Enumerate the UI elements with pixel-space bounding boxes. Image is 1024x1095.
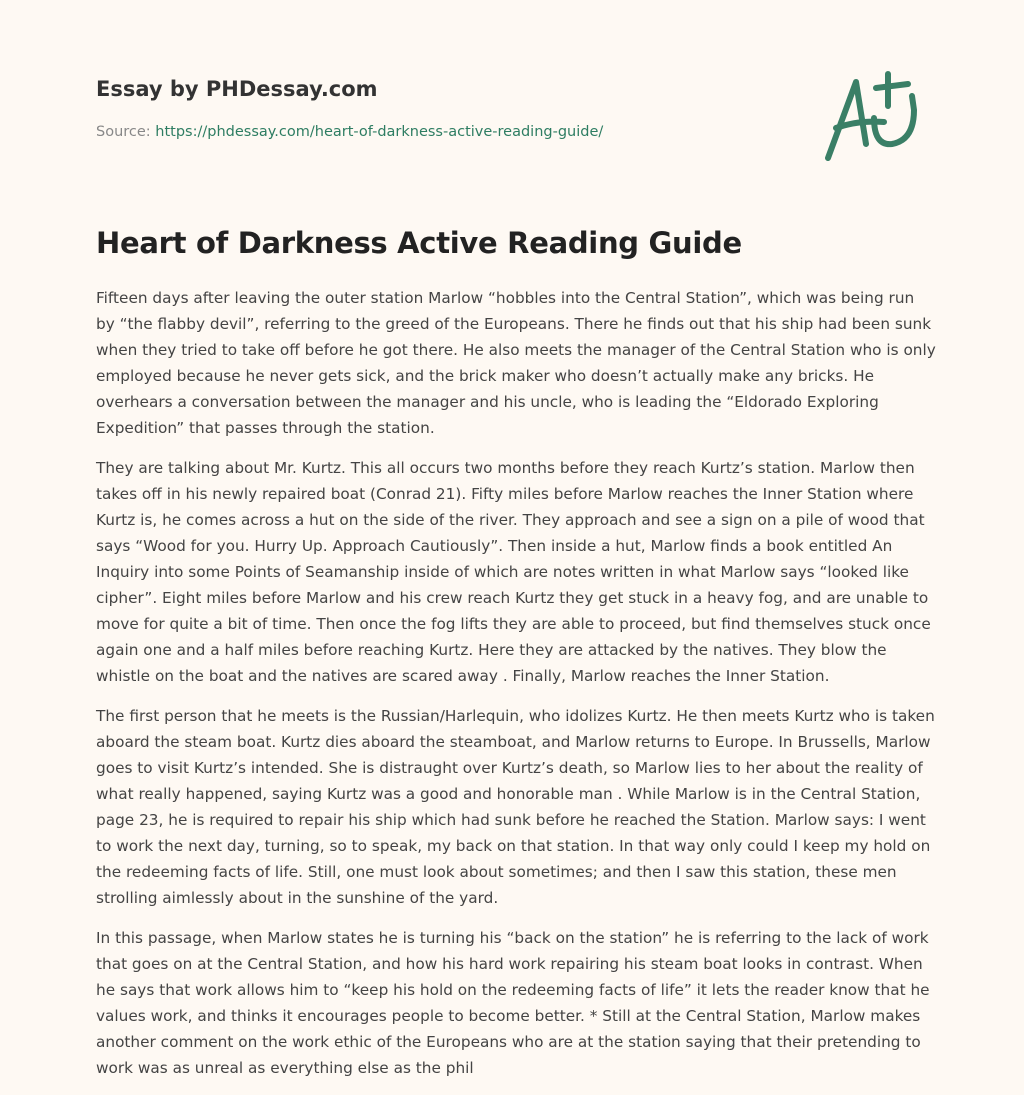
site-brand: Essay by PHDessay.com (96, 77, 378, 101)
source-label: Source: (96, 124, 151, 140)
paragraph: In this passage, when Marlow states he is turning his “back on the station” he is referring to the lack of work that goes on at the Central Station, and how his hard work repairing his steam boat looks in contrast. When he says that work allows him to “keep his hold on the redeeming facts of life” it lets the reader know that he values work, and thinks it encourages people to become better. * Still at the Central Station, Marlow makes another comment on the work ethic of the Europeans who are at the station saying that their pretending to work was as unreal as everything else as the phil (96, 929, 930, 1077)
paragraph: The first person that he meets is the Russian/Harlequin, who idolizes Kurtz. He then meets Kurtz who is taken aboard the steam boat. Kurtz dies aboard the steamboat, and Marlow returns to Europe. In Brussells, Marlow goes to visit Kurtz’s intended. She is distraught over Kurtz’s death, so Marlow lies to her about the reality of what really happened, saying Kurtz was a good and honorable man . While Marlow is in the Central Station, page 23, he is required to repair his ship which had sunk before he reached the Station. Marlow says: I went to work the next day, turning, so to speak, my back on that station. In that way only could I keep my hold on the redeeming facts of life. Still, one must look about sometimes; and then I saw this station, these men strolling aimlessly about in the sunshine of the yard. (96, 707, 935, 907)
page-title: Heart of Darkness Active Reading Guide (96, 226, 742, 260)
paragraph: They are talking about Mr. Kurtz. This all occurs two months before they reach Kurtz’s station. Marlow then takes off in his newly repaired boat (Conrad 21). Fifty miles before Marlow reaches the Inner Station where Kurtz is, he comes across a hut on the side of the river. They approach and see a sign on a pile of wood that says “Wood for you. Hurry Up. Approach Cautiously”. Then inside a hut, Marlow finds a book entitled An Inquiry into some Points of Seamanship inside of which are notes written in what Marlow says “looked like cipher”. Eight miles before Marlow and his crew reach Kurtz they get stuck in a heavy fog, and are unable to move for quite a bit of time. Then once the fog lifts they are able to proceed, but find themselves stuck once again one and a half miles before reaching Kurtz. Here they are attacked by the natives. They blow the whistle on the boat and the natives are scared away . Finally, Marlow reaches the Inner Station. (96, 459, 931, 685)
source-line (96, 124, 603, 140)
source-link[interactable]: https://phdessay.com/heart-of-darkness-active-reading-guide/ (155, 124, 604, 140)
a-plus-logo-icon (818, 66, 928, 166)
paragraph: Fifteen days after leaving the outer station Marlow “hobbles into the Central Station”, which was being run by “the flabby devil”, referring to the greed of the Europeans. There he finds out that his ship had been sunk when they tried to take off before he got there. He also meets the manager of the Central Station who is only employed because he never gets sick, and the brick maker who doesn’t actually make any bricks. He overhears a conversation between the manager and his uncle, who is leading the “Eldorado Exploring Expedition” that passes through the station. (96, 289, 936, 437)
essay-body (96, 285, 936, 1095)
